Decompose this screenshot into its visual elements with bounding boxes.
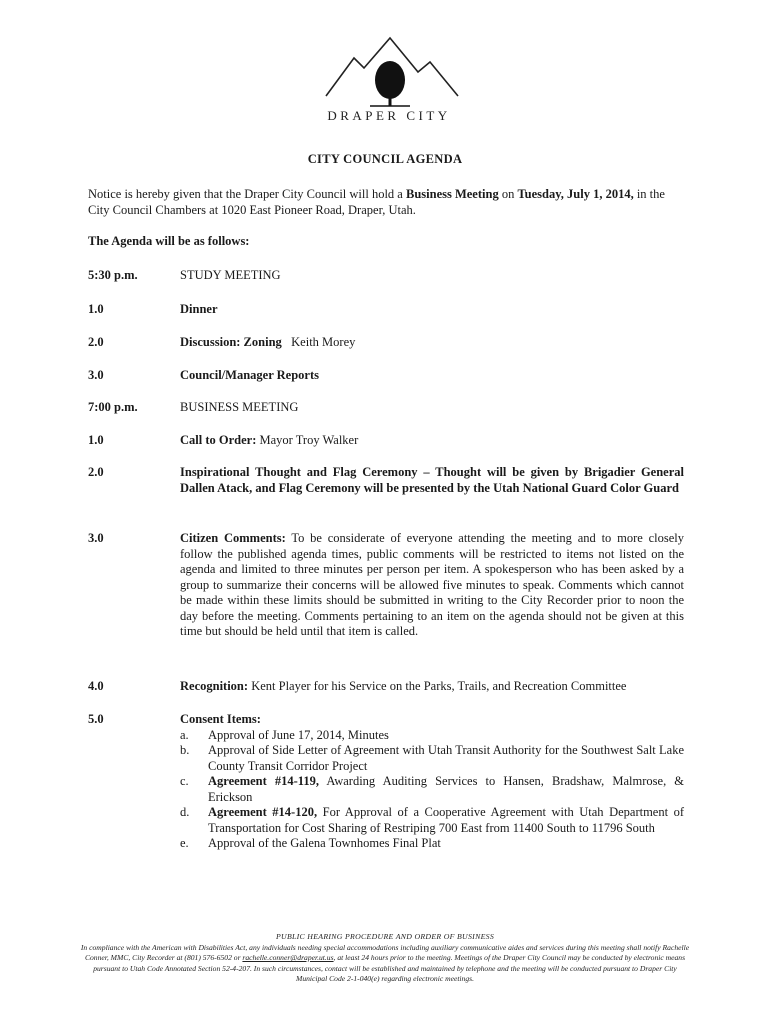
notice-pre: Notice is hereby given that the Draper City Council will hold a: [88, 187, 406, 201]
footer-notice: [80, 932, 690, 985]
notice-post: in the City Council Chambers at 1020 East Pioneer Road, Draper, Utah.: [88, 187, 665, 217]
item-number: 1.0: [88, 433, 104, 447]
consent-letter: b.: [180, 743, 190, 757]
item-number: 5.0: [88, 712, 104, 726]
footer-text-part1: In compliance with the American with Disabilities Act, any individuals needing special accommodations including auxiliary communicative aides and services during this meeting shall notify Rachelle Conner, MMC, City Recorder at (801) 576-6502 or: [80, 942, 690, 962]
consent-text: Approval of June 17, 2014, Minutes: [208, 727, 389, 742]
item-label: Discussion: Zoning: [180, 335, 282, 349]
consent-letter: e.: [180, 836, 189, 850]
item-number: 3.0: [88, 368, 104, 382]
recorder-email-link[interactable]: rachelle.conner@draper.ut.us: [242, 953, 334, 962]
item-detail: To be considerate of everyone attending the meeting and to more closely follow the published agenda times, public comments will be restricted to items not listed on the agenda and limited to three minutes per person per item. A spokesperson who has been asked by a group to summarize their concerns will be allowed five minutes to speak. Comments which cannot be made within these limits should be submitted in writing to the City Recorder prior to noon the day before the meeting. Comments pertaining to an item on the agenda should not be given at this time but should be held until that item is called.: [180, 531, 684, 638]
footer-text-part2: , at least 24 hours prior to the meeting. Meetings of the Draper City Council may be conducted by electronic means pursuant to Utah Code Annotated Section 52-4-207. In such circumstances, contact will be established and maintained by telephone and the meeting will be conducted pursuant to Draper City Municipal Code 2-1-040(e) regarding electronic meetings.: [93, 953, 686, 983]
consent-text: Awarding Auditing Services to Hansen, Bradshaw, Malmrose, & Erickson: [208, 774, 684, 804]
agenda-intro: The Agenda will be as follows:: [88, 234, 250, 248]
notice-mid: on: [498, 187, 518, 201]
consent-letter: d.: [180, 805, 190, 819]
item-label: Consent Items:: [180, 712, 261, 726]
item-detail: Mayor Troy Walker: [256, 433, 359, 447]
footer-text: [80, 943, 690, 985]
consent-text: Approval of the Galena Townhomes Final Plat: [208, 836, 441, 850]
notice-meeting: Business Meeting: [405, 187, 499, 201]
consent-item: [180, 728, 684, 744]
business-heading: BUSINESS MEETING: [180, 400, 299, 414]
item-number: 3.0: [88, 531, 104, 545]
consent-text: Approval of Side Letter of Agreement with Utah Transit Authority for the Southwest Salt Lake County Transit Corridor Project: [208, 743, 684, 773]
page-title: CITY COUNCIL AGENDA: [307, 152, 463, 166]
item-number: 4.0: [88, 679, 104, 693]
study-time: 5:30 p.m.: [88, 268, 138, 282]
mountain-tree-logo-icon: [318, 34, 460, 110]
item-label: Recognition:: [180, 679, 249, 693]
city-logo: [318, 34, 460, 130]
item-label: Call to Order:: [180, 433, 257, 447]
item-detail: Kent Player for his Service on the Parks, Trails, and Recreation Committee: [248, 679, 627, 693]
item-number: 2.0: [88, 465, 104, 479]
consent-item: [180, 836, 684, 852]
consent-item: [180, 743, 684, 774]
item-number: 1.0: [88, 302, 104, 316]
item-number: 2.0: [88, 335, 104, 349]
consent-letter: c.: [180, 774, 189, 788]
consent-text: For Approval of a Cooperative Agreement with Utah Department of Transportation for Cost Sharing of Restriping 700 East from 11400 South to 11796 South: [208, 805, 685, 835]
consent-agreement: Agreement #14-119,: [208, 774, 319, 788]
item-label: Inspirational Thought and Flag Ceremony – Thought will be given by Brigadier General Dallen Atack, and Flag Ceremony will be presented by the Utah National Guard Color Guard: [180, 465, 684, 495]
notice-paragraph: [88, 186, 684, 218]
consent-agreement: Agreement #14-120,: [208, 805, 318, 819]
consent-item: [180, 805, 684, 836]
item-label: Citizen Comments:: [180, 531, 286, 545]
item-label: Council/Manager Reports: [180, 368, 319, 382]
logo-text: DRAPER CITY: [327, 108, 451, 123]
footer-heading: PUBLIC HEARING PROCEDURE AND ORDER OF BUSINESS: [275, 932, 495, 941]
item-label: Dinner: [180, 302, 218, 316]
item-presenter: Keith Morey: [291, 335, 356, 349]
notice-date: Tuesday, July 1, 2014,: [517, 187, 634, 201]
study-heading: STUDY MEETING: [180, 268, 281, 282]
consent-letter: a.: [180, 727, 189, 742]
consent-item: [180, 774, 684, 805]
business-time: 7:00 p.m.: [88, 400, 138, 414]
